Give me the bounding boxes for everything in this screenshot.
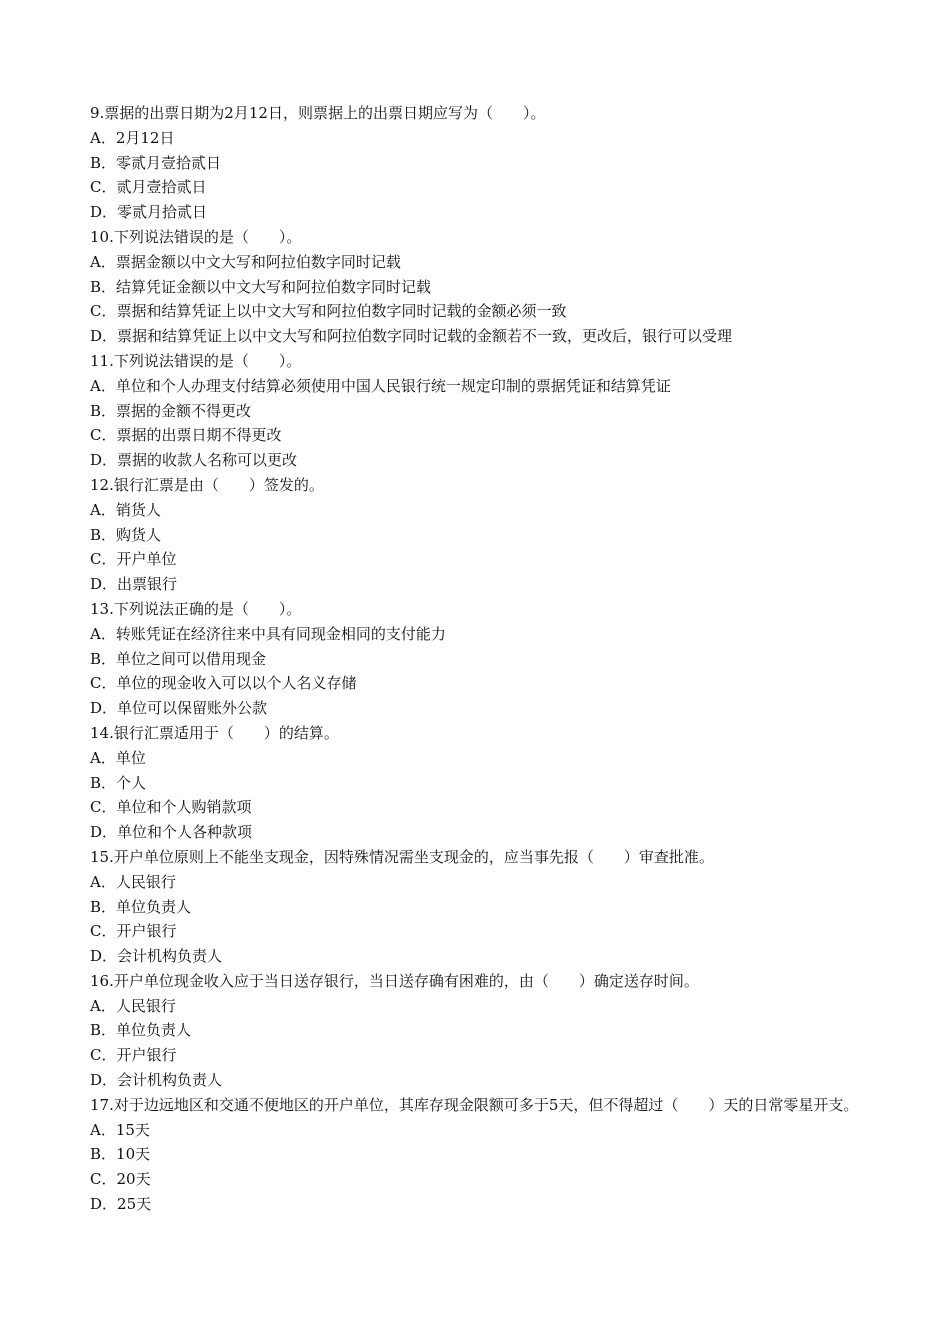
option-a: A．单位: [90, 748, 146, 767]
option-b: B．单位之间可以借用现金: [90, 649, 267, 668]
option-b: B．结算凭证金额以中文大写和阿拉伯数字同时记载: [90, 277, 432, 296]
question-list: [90, 101, 865, 1217]
question-stem: 16.开户单位现金收入应于当日送存银行，当日送存确有困难的，由（ ）确定送存时间。: [90, 971, 699, 990]
option-d: D．会计机构负责人: [90, 947, 223, 966]
option-a: A．人民银行: [90, 996, 176, 1015]
option-d: D．票据的收款人名称可以更改: [90, 451, 298, 470]
question-17: [90, 1093, 865, 1217]
option-b: B．票据的金额不得更改: [90, 401, 252, 420]
option-c: C．开户银行: [90, 1046, 177, 1065]
question-stem: 10.下列说法错误的是（ ）。: [90, 227, 302, 246]
option-d: D．单位和个人各种款项: [90, 823, 253, 842]
option-d: D．零贰月拾贰日: [90, 203, 208, 222]
option-b: B．单位负责人: [90, 1021, 192, 1040]
question-stem: 9.票据的出票日期为2月12日，则票据上的出票日期应写为（ ）。: [90, 104, 546, 122]
option-c: C．票据和结算凭证上以中文大写和阿拉伯数字同时记载的金额必须一致: [90, 302, 567, 321]
question-stem: 12.银行汇票是由（ ）签发的。: [90, 475, 324, 494]
option-c: C．开户银行: [90, 922, 177, 941]
option-d: D．票据和结算凭证上以中文大写和阿拉伯数字同时记载的金额若不一致，更改后，银行可以受理: [90, 327, 733, 346]
question-9: [90, 101, 865, 225]
question-stem: 11.下列说法错误的是（ ）。: [90, 351, 302, 370]
option-c: C．20天: [90, 1170, 151, 1189]
option-b: B．零贰月壹拾贰日: [90, 153, 222, 172]
option-c: C．开户单位: [90, 550, 177, 569]
option-a: A．2月12日: [90, 128, 175, 147]
option-a: A．单位和个人办理支付结算必须使用中国人民银行统一规定印制的票据凭证和结算凭证: [90, 376, 671, 395]
option-a: A．票据金额以中文大写和阿拉伯数字同时记载: [90, 252, 401, 271]
question-12: [90, 473, 865, 597]
question-stem: 14.银行汇票适用于（ ）的结算。: [90, 723, 339, 742]
option-d: D．会计机构负责人: [90, 1071, 223, 1090]
question-stem: 15.开户单位原则上不能坐支现金，因特殊情况需坐支现金的，应当事先报（ ）审查批准。: [90, 847, 714, 866]
question-stem: 17.对于边远地区和交通不便地区的开户单位，其库存现金限额可多于5天，但不得超过（ ）天的日常零星开支。: [90, 1095, 859, 1114]
option-a: A．转账凭证在经济往来中具有同现金相同的支付能力: [90, 624, 446, 643]
option-d: D．出票银行: [90, 575, 178, 594]
option-c: C．单位的现金收入可以以个人名义存储: [90, 674, 357, 693]
option-b: B．个人: [90, 773, 147, 792]
option-c: C．票据的出票日期不得更改: [90, 426, 282, 445]
option-a: A．销货人: [90, 500, 161, 519]
question-11: [90, 349, 865, 473]
option-a: A．15天: [90, 1120, 150, 1139]
option-b: B．10天: [90, 1145, 151, 1164]
question-14: [90, 721, 865, 845]
option-b: B．单位负责人: [90, 897, 192, 916]
option-b: B．购货人: [90, 525, 162, 544]
option-d: D．单位可以保留账外公款: [90, 699, 268, 718]
option-d: D．25天: [90, 1195, 152, 1214]
question-15: [90, 845, 865, 969]
option-c: C．单位和个人购销款项: [90, 798, 252, 817]
option-c: C．贰月壹拾贰日: [90, 178, 207, 197]
question-16: [90, 969, 865, 1093]
option-a: A．人民银行: [90, 872, 176, 891]
question-13: [90, 597, 865, 721]
question-10: [90, 225, 865, 349]
question-stem: 13.下列说法正确的是（ ）。: [90, 599, 302, 618]
